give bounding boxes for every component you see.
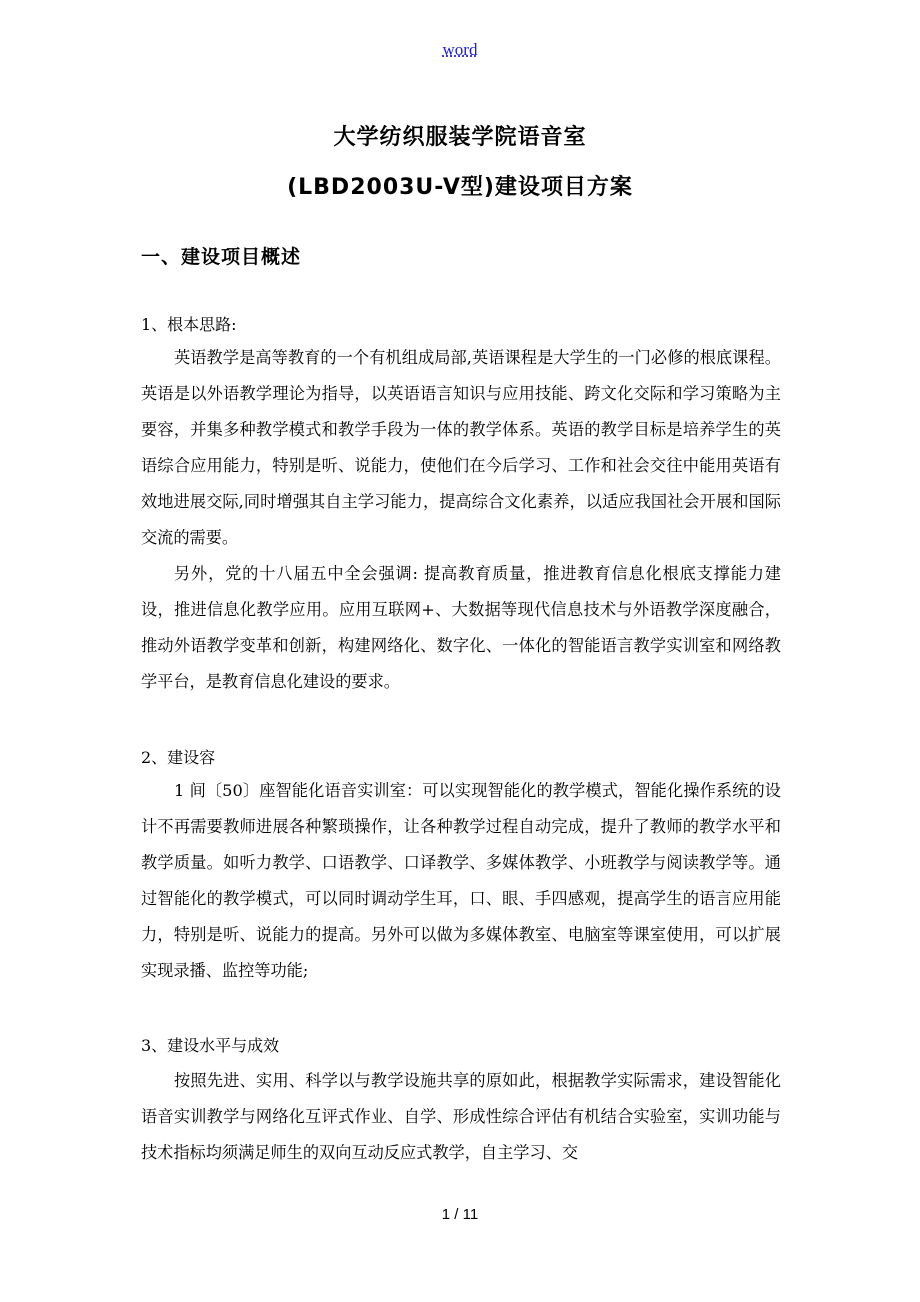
sub2-paragraph1: 1 间〔50〕座智能化语音实训室：可以实现智能化的教学模式，智能化操作系统的设计不再需要教师进展各种繁琐操作，让各种教学过程自动完成，提升了教师的教学水平和教学质量。如听力教学、口语教学、口译教学、多媒体教学、小班教学与阅读教学等。通过智能化的教学模式，可以同时调动学生耳，口、眼、手四感观，提高学生的语言应用能力，特别是听、说能力的提高。另外可以做为多媒体教室、电脑室等课室使用，可以扩展实现录播、监控等功能; (141, 781, 781, 980)
header-word-link[interactable]: word (442, 40, 478, 59)
document-title-line2: (LBD2003U-V型)建设项目方案 (287, 175, 633, 200)
sub3-paragraph1: 按照先进、实用、科学以与教学设施共享的原如此，根据教学实际需求，建设智能化语音实训教学与网络化互评式作业、自学、形成性综合评估有机结合实验室，实训功能与技术指标均须满足师生的双向互动反应式教学，自主学习、交 (141, 1071, 781, 1162)
page-number: 1 / 11 (441, 1206, 479, 1223)
sub1-heading: 1、根本思路: (141, 315, 237, 334)
document-title-line1: 大学纺织服装学院语音室 (333, 125, 587, 150)
section1-heading: 一、建设项目概述 (141, 246, 302, 268)
sub2-heading: 2、建设容 (141, 748, 216, 767)
sub3-heading: 3、建设水平与成效 (141, 1036, 280, 1055)
sub1-paragraph2: 另外，党的十八届五中全会强调: 提高教育质量，推进教育信息化根底支撑能力建设，推进信息化教学应用。应用互联网+、大数据等现代信息技术与外语教学深度融合，推动外语教学变革和创新，构建网络化、数字化、一体化的智能语言教学实训室和网络教学平台，是教育信息化建设的要求。 (141, 564, 781, 691)
sub1-paragraph1: 英语教学是高等教育的一个有机组成局部,英语课程是大学生的一门必修的根底课程。英语是以外语教学理论为指导，以英语语言知识与应用技能、跨文化交际和学习策略为主要容，并集多种教学模式和教学手段为一体的教学体系。英语的教学目标是培养学生的英语综合应用能力，特别是听、说能力，使他们在今后学习、工作和社会交往中能用英语有效地进展交际,同时增强其自主学习能力，提高综合文化素养，以适应我国社会开展和国际交流的需要。 (141, 348, 781, 547)
